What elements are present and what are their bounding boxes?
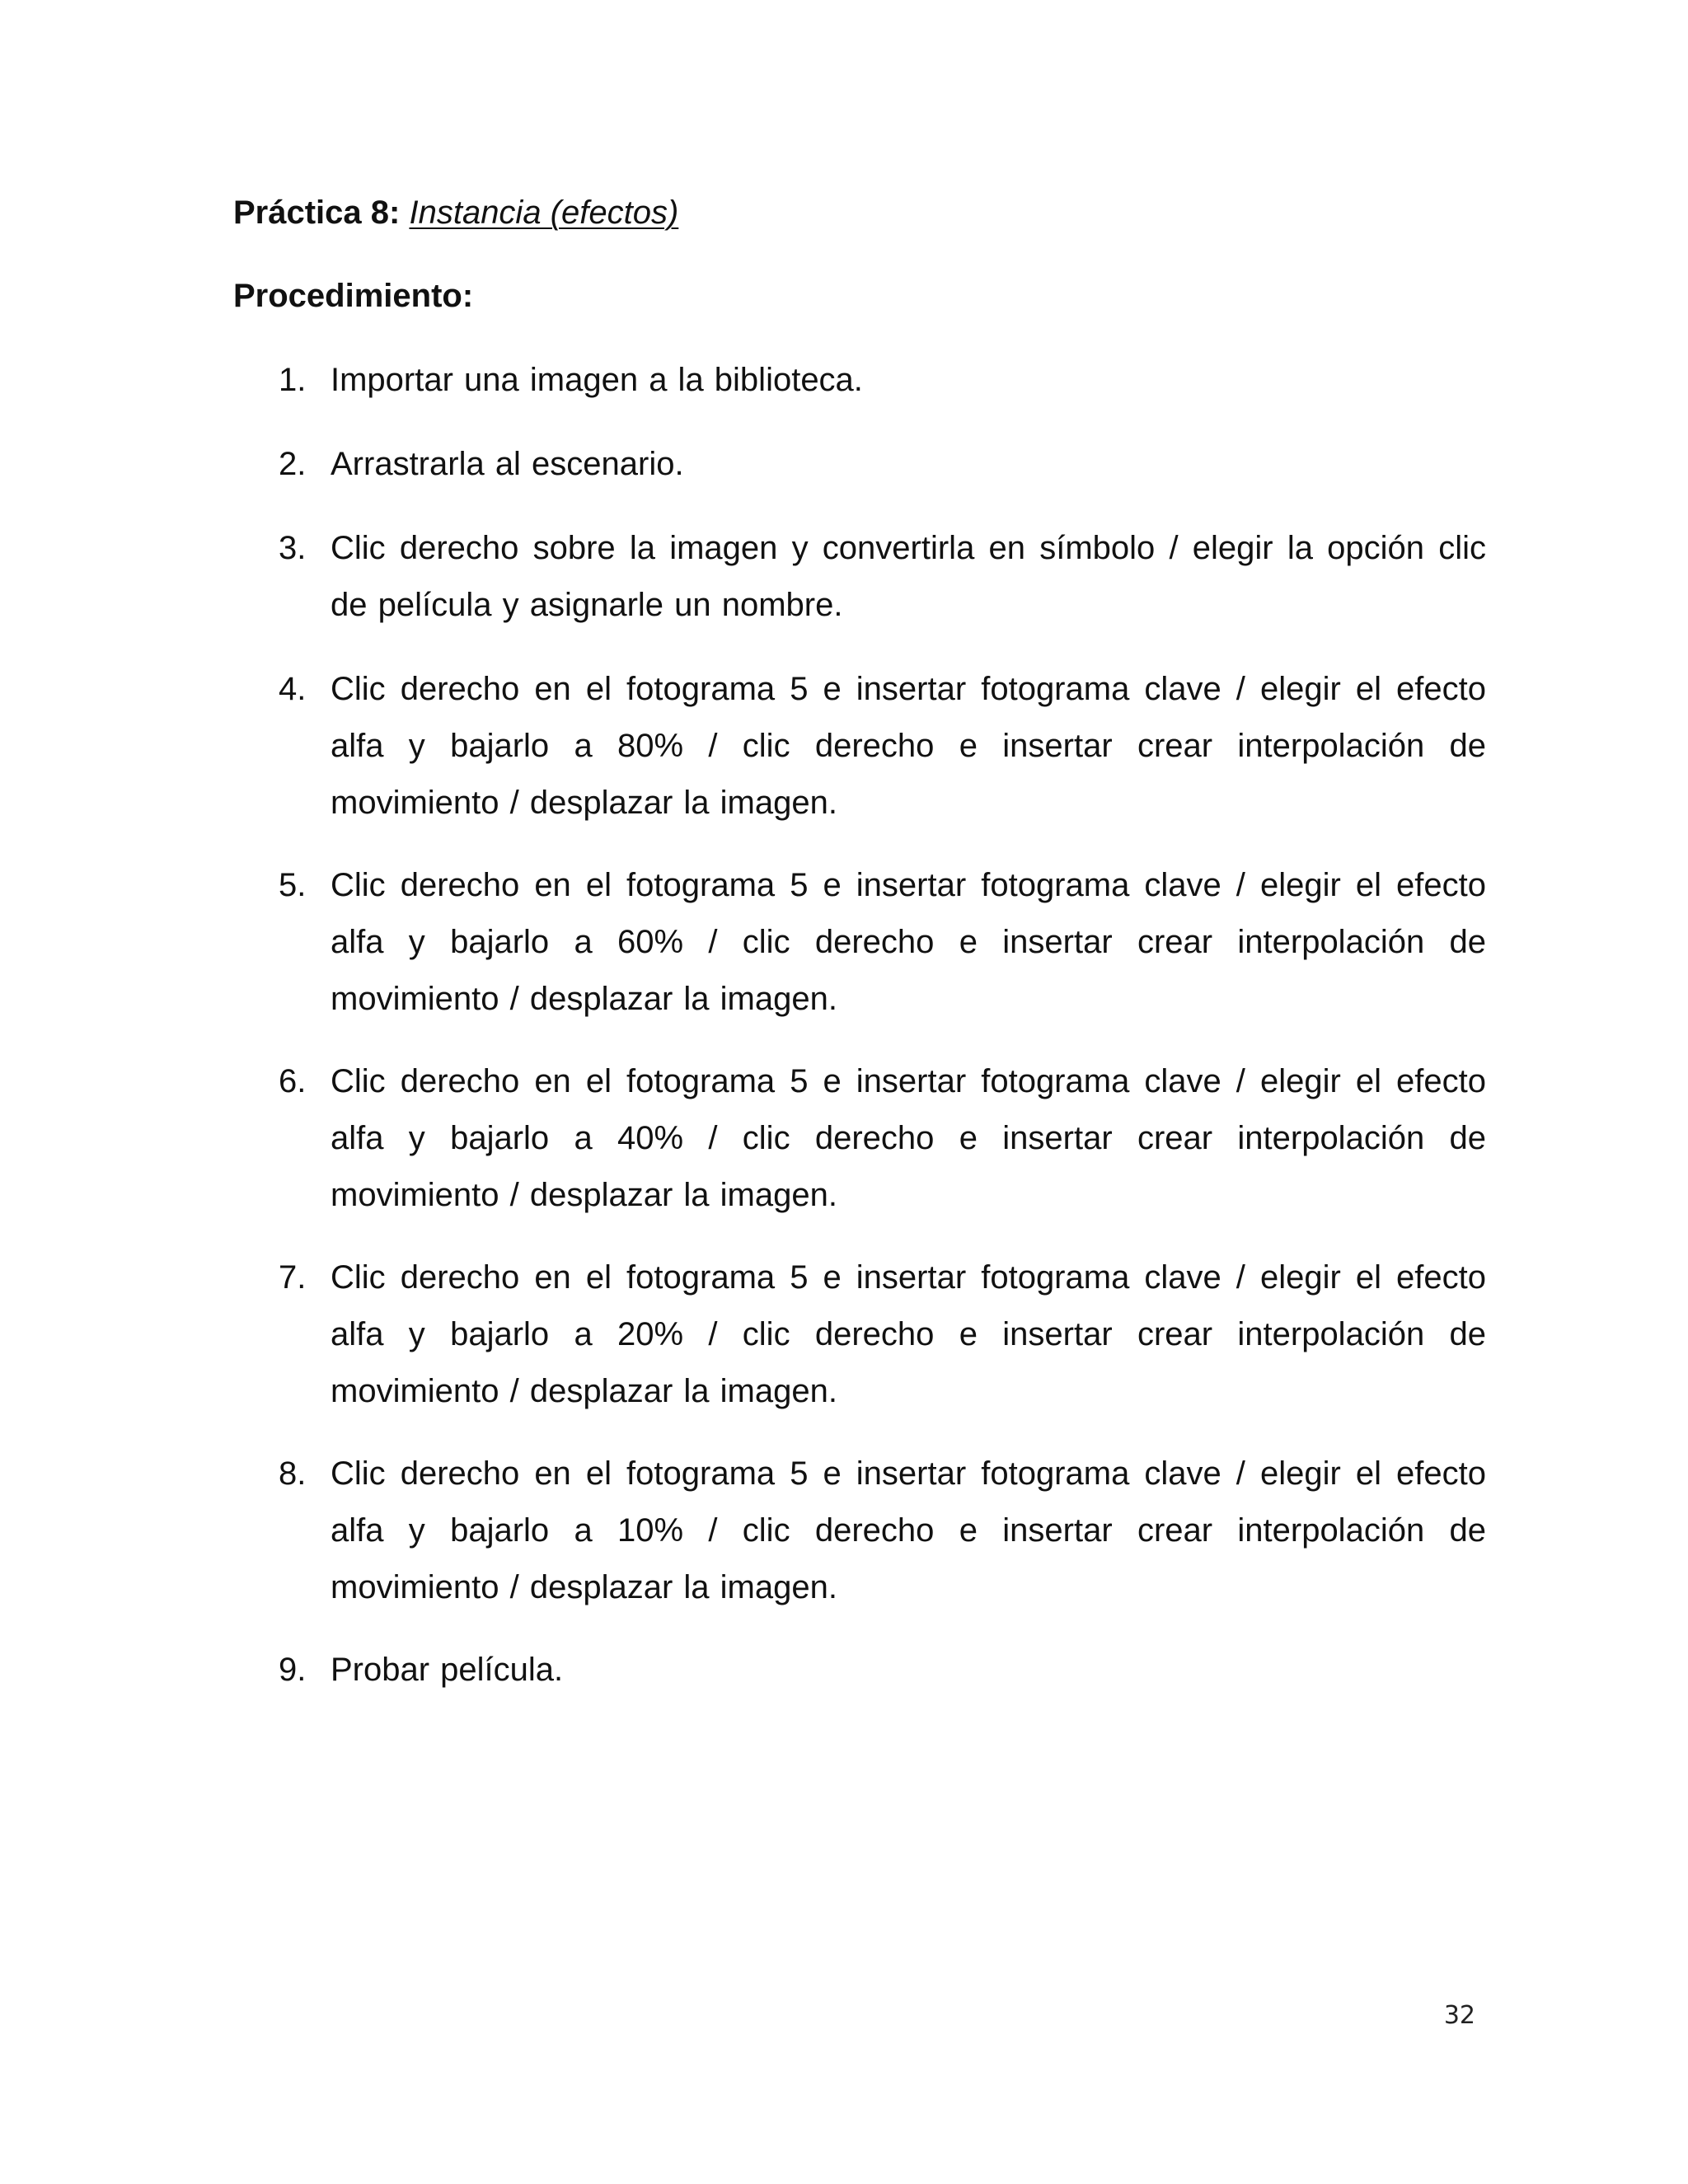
practice-title-name: Instancia (efectos): [409, 194, 679, 231]
list-item-text: Importar una imagen a la biblioteca.: [331, 362, 863, 398]
list-item-number: 9.: [279, 1652, 307, 1688]
list-item-number: 6.: [279, 1063, 307, 1099]
list-item-number: 8.: [279, 1455, 307, 1492]
list-item-text: Clic derecho sobre la imagen y convertirla en símbolo / elegir la opción clic de película y asignarle un nombre.: [331, 530, 1486, 623]
list-item-number: 5.: [279, 867, 307, 903]
list-item-text: Clic derecho en el fotograma 5 e insertar fotograma clave / elegir el efecto alfa y bajarlo a 10% / clic derecho e insertar crear interpolación de movimiento / desplazar la imagen.: [331, 1455, 1486, 1605]
list-item-text: Clic derecho en el fotograma 5 e insertar fotograma clave / elegir el efecto alfa y bajarlo a 60% / clic derecho e insertar crear interpolación de movimiento / desplazar la imagen.: [331, 867, 1486, 1017]
list-item-number: 1.: [279, 362, 307, 398]
page-number: 32: [1443, 2001, 1475, 2030]
list-item-text: Probar película.: [331, 1652, 564, 1688]
list-item-number: 2.: [279, 446, 307, 482]
list-item-number: 3.: [279, 530, 307, 566]
practice-title: [233, 191, 678, 234]
list-item-number: 4.: [279, 671, 307, 707]
practice-title-label: Práctica 8:: [233, 194, 401, 231]
list-item-number: 7.: [279, 1259, 307, 1296]
procedure-heading: Procedimiento:: [233, 278, 474, 314]
list-item-text: Clic derecho en el fotograma 5 e insertar fotograma clave / elegir el efecto alfa y bajarlo a 40% / clic derecho e insertar crear interpolación de movimiento / desplazar la imagen.: [331, 1063, 1486, 1213]
list-item-text: Clic derecho en el fotograma 5 e insertar fotograma clave / elegir el efecto alfa y bajarlo a 80% / clic derecho e insertar crear interpolación de movimiento / desplazar la imagen.: [331, 671, 1486, 821]
list-item-text: Arrastrarla al escenario.: [331, 446, 684, 482]
list-item-text: Clic derecho en el fotograma 5 e insertar fotograma clave / elegir el efecto alfa y bajarlo a 20% / clic derecho e insertar crear interpolación de movimiento / desplazar la imagen.: [331, 1259, 1486, 1409]
